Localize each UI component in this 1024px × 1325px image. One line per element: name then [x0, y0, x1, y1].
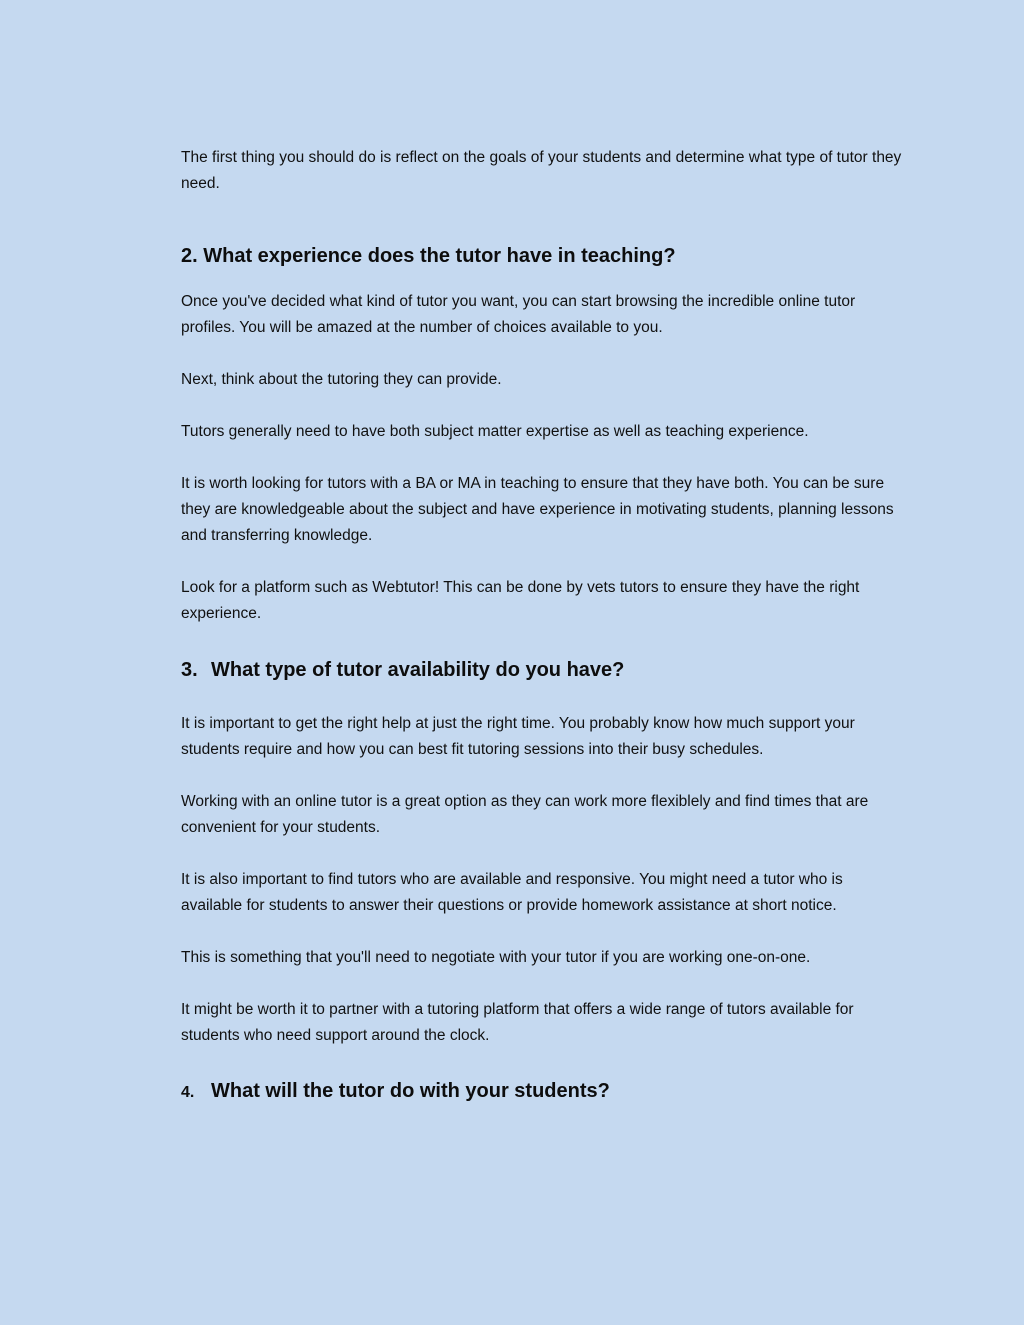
- section-4-number: 4.: [181, 1084, 195, 1101]
- intro-paragraph: The first thing you should do is reflect on the goals of your students and determine what type of tutor they need.: [181, 149, 902, 192]
- section-3-title: What type of tutor availability do you have?: [211, 659, 625, 681]
- section-3-paragraph-5: It might be worth it to partner with a tutoring platform that offers a wide range of tutors available for students who need support around the clock.: [181, 1001, 854, 1044]
- section-4-heading: [181, 1078, 906, 1106]
- section-3-number: 3.: [181, 659, 198, 681]
- section-3-paragraph-2: Working with an online tutor is a great option as they can work more flexiblely and find times that are convenient for your students.: [181, 793, 869, 836]
- section-3-paragraph-3: It is also important to find tutors who are available and responsive. You might need a tutor who is available for students to answer their questions or provide homework assistance at short notice.: [181, 871, 843, 914]
- section-3-paragraph-1: It is important to get the right help at just the right time. You probably know how much support your students require and how you can best fit tutoring sessions into their busy schedules.: [181, 715, 855, 758]
- document-page: [181, 145, 906, 1106]
- section-2-paragraph-5: Look for a platform such as Webtutor! This can be done by vets tutors to ensure they have the right experience.: [181, 579, 860, 622]
- section-2-paragraph-4: It is worth looking for tutors with a BA or MA in teaching to ensure that they have both. You can be sure they are knowledgeable about the subject and have experience in motivating students, planning lessons and transferring knowledge.: [181, 475, 894, 544]
- section-2-heading: 2. What experience does the tutor have in teaching?: [181, 245, 676, 267]
- section-2-paragraph-3: Tutors generally need to have both subject matter expertise as well as teaching experience.: [181, 423, 809, 440]
- section-3-heading: [181, 657, 906, 683]
- section-3-paragraph-4: This is something that you'll need to negotiate with your tutor if you are working one-on-one.: [181, 949, 811, 966]
- section-4-title: What will the tutor do with your students?: [211, 1080, 610, 1102]
- section-2-paragraph-1: Once you've decided what kind of tutor you want, you can start browsing the incredible online tutor profiles. You will be amazed at the number of choices available to you.: [181, 293, 856, 336]
- section-2-paragraph-2: Next, think about the tutoring they can provide.: [181, 371, 502, 388]
